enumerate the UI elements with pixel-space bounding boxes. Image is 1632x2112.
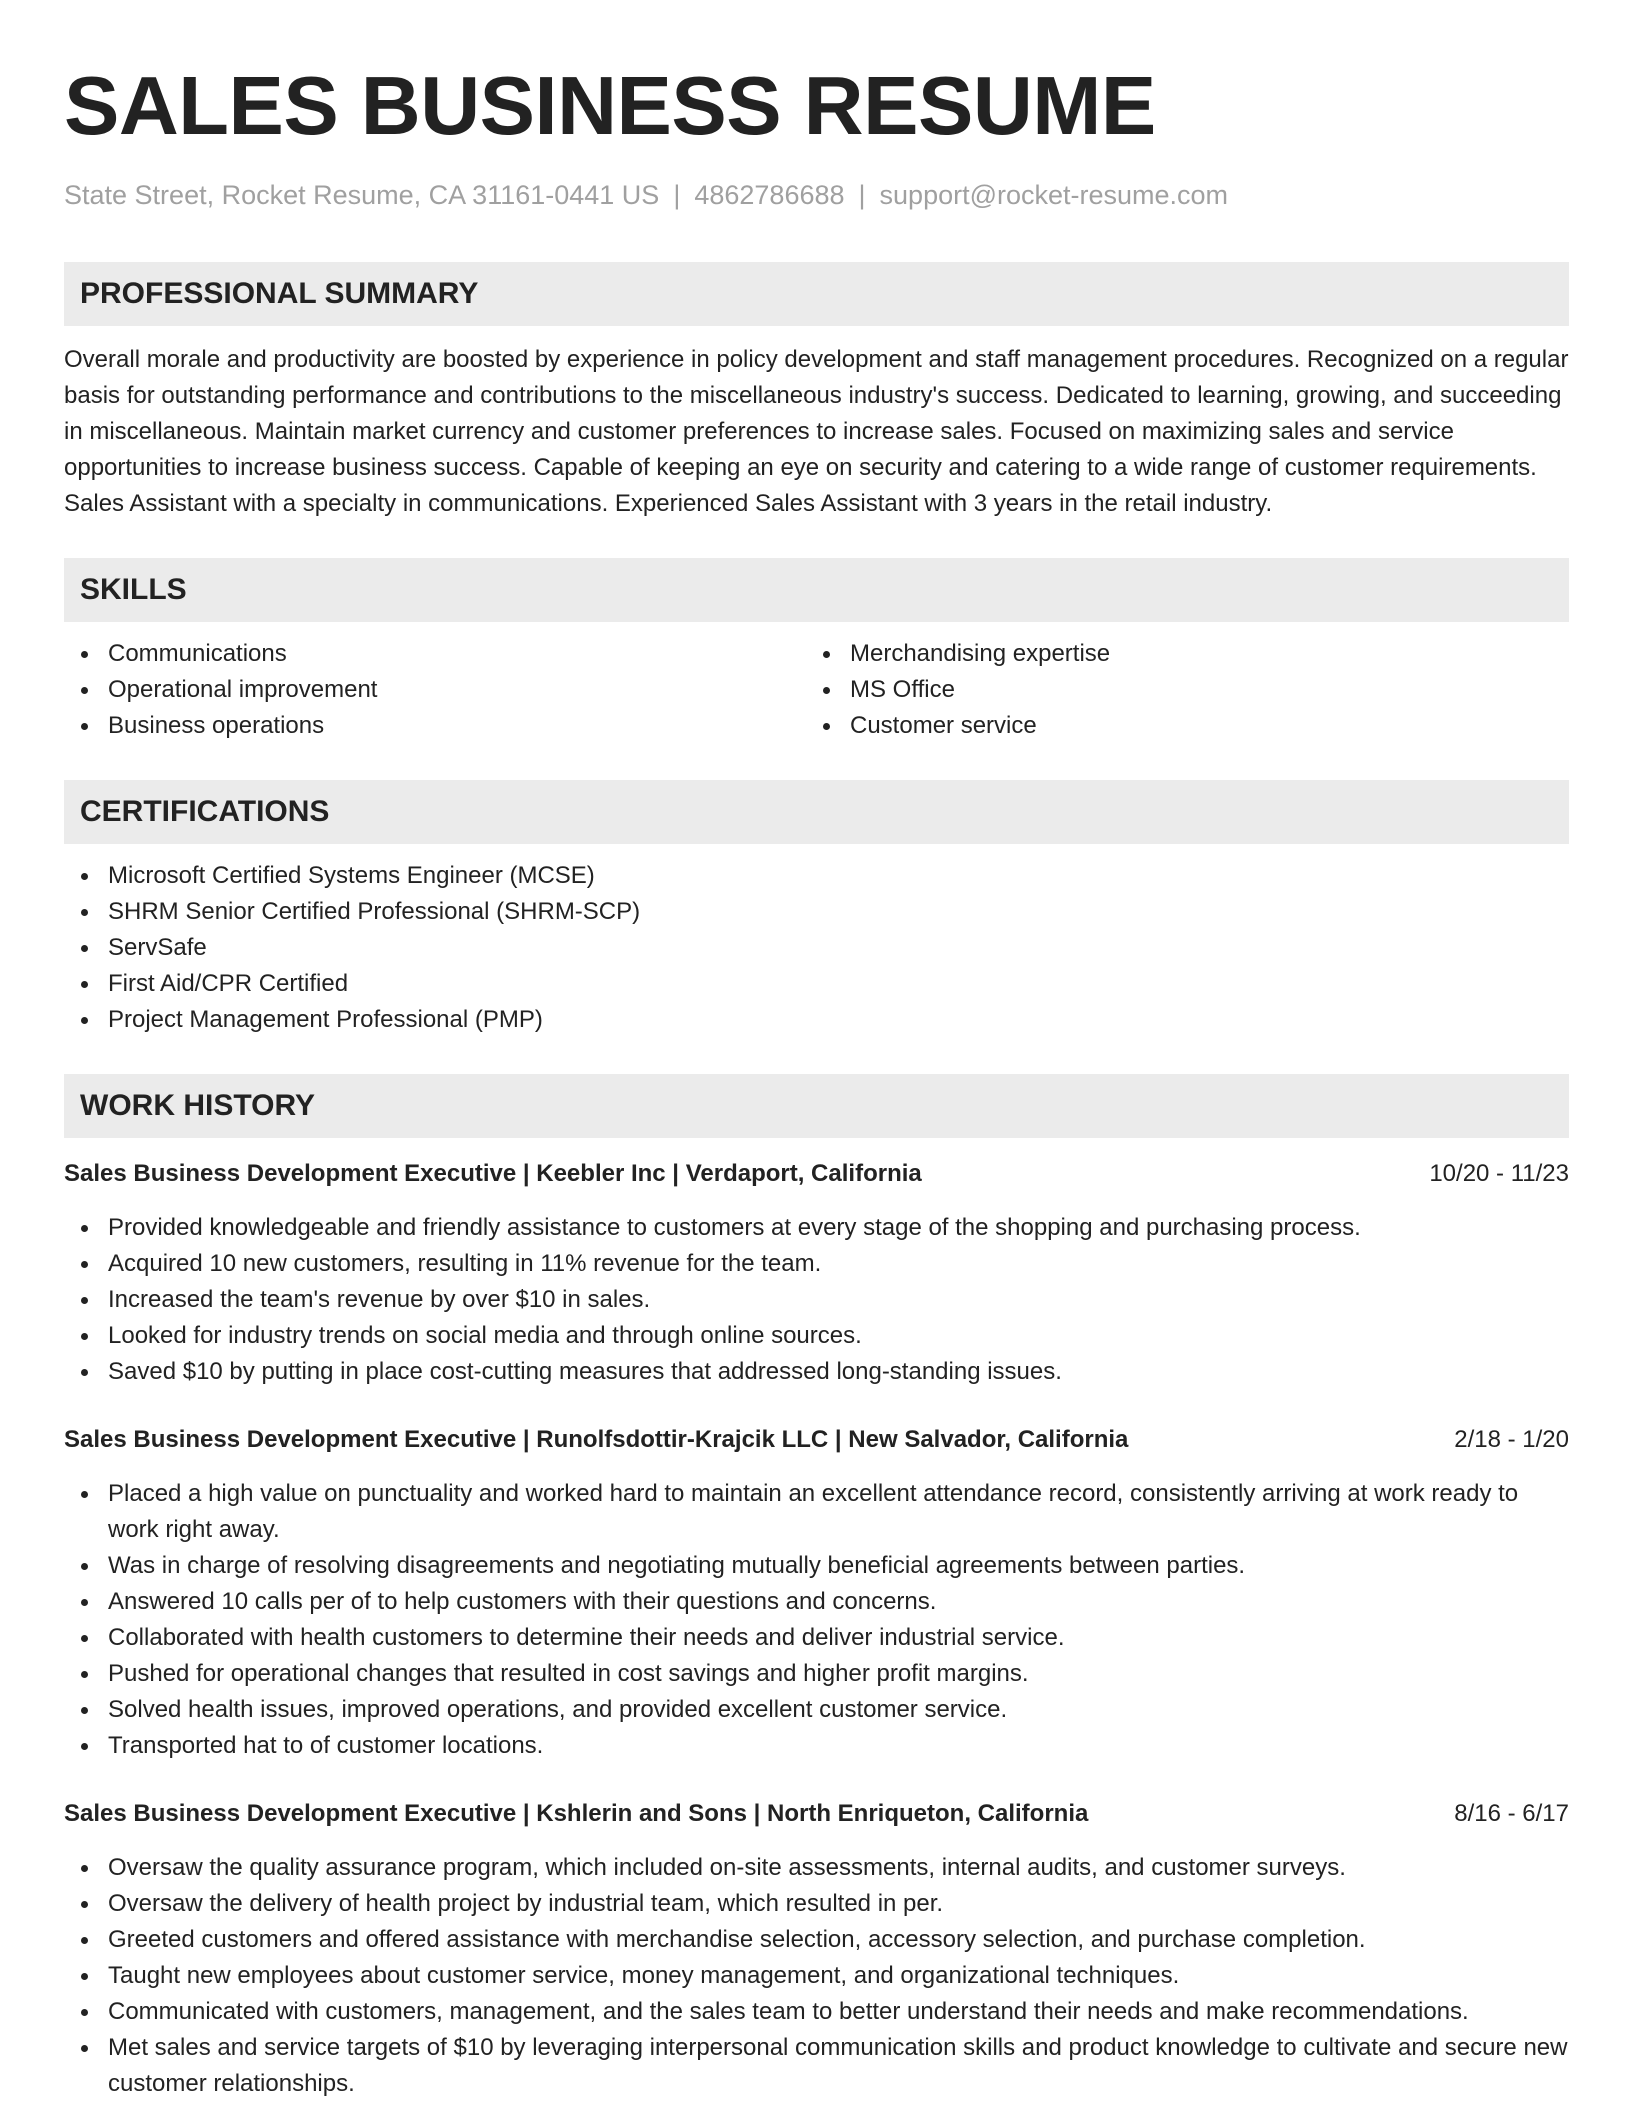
- job-bullet: Collaborated with health customers to determine their needs and deliver industrial service.: [64, 1620, 1569, 1656]
- skill-item: Business operations: [64, 708, 806, 744]
- certification-item: SHRM Senior Certified Professional (SHRM-SCP): [64, 894, 1569, 930]
- job-bullet: Increased the team's revenue by over $10 in sales.: [64, 1282, 1569, 1318]
- certifications-list: [64, 858, 1569, 1038]
- contact-separator: |: [858, 180, 866, 210]
- certifications-section-header: CERTIFICATIONS: [64, 780, 1569, 844]
- job-heading: Sales Business Development Executive | Kshlerin and Sons | North Enriqueton, California: [64, 1800, 1089, 1827]
- contact-address: State Street, Rocket Resume, CA 31161-0441 US: [64, 180, 660, 210]
- contact-separator: |: [673, 180, 681, 210]
- job-bullet: Provided knowledgeable and friendly assistance to customers at every stage of the shopping and purchasing process.: [64, 1210, 1569, 1246]
- job-bullet: Acquired 10 new customers, resulting in 11% revenue for the team.: [64, 1246, 1569, 1282]
- job-bullet: Communicated with customers, management, and the sales team to better understand their needs and make recommendations.: [64, 1994, 1569, 2030]
- job-bullet: Transported hat to of customer locations.: [64, 1728, 1569, 1764]
- certification-item: First Aid/CPR Certified: [64, 966, 1569, 1002]
- job-bullet: Met sales and service targets of $10 by leveraging interpersonal communication skills and product knowledge to cultivate and secure new customer relationships.: [64, 2030, 1569, 2102]
- job-header: [64, 1422, 1569, 1458]
- contact-email: support@rocket-resume.com: [879, 180, 1229, 210]
- contact-line: [64, 178, 1569, 212]
- job-header: [64, 1796, 1569, 1832]
- job-entry: [64, 1156, 1569, 1390]
- skills-column-left: [64, 636, 806, 744]
- job-heading: Sales Business Development Executive | Runolfsdottir-Krajcik LLC | New Salvador, California: [64, 1426, 1129, 1453]
- work-history-section-header: WORK HISTORY: [64, 1074, 1569, 1138]
- skill-item: Customer service: [806, 708, 1569, 744]
- job-bullet: Oversaw the quality assurance program, which included on-site assessments, internal audits, and customer surveys.: [64, 1850, 1569, 1886]
- job-bullet: Placed a high value on punctuality and worked hard to maintain an excellent attendance record, consistently arriving at work ready to work right away.: [64, 1476, 1569, 1548]
- certification-item: Project Management Professional (PMP): [64, 1002, 1569, 1038]
- summary-section-header: PROFESSIONAL SUMMARY: [64, 262, 1569, 326]
- job-bullets: [64, 1476, 1569, 1764]
- skills-section-header: SKILLS: [64, 558, 1569, 622]
- contact-phone: 4862786688: [694, 180, 845, 210]
- job-bullet: Pushed for operational changes that resulted in cost savings and higher profit margins.: [64, 1656, 1569, 1692]
- job-bullet: Looked for industry trends on social media and through online sources.: [64, 1318, 1569, 1354]
- job-bullet: Taught new employees about customer service, money management, and organizational techniques.: [64, 1958, 1569, 1994]
- summary-text: Overall morale and productivity are boosted by experience in policy development and staff management procedures. Recognized on a regular basis for outstanding performance and contributions to the miscellaneous industry's success. Dedicated to learning, growing, and succeeding in miscellaneous. Maintain market currency and customer preferences to increase sales. Focused on maximizing sales and service opportunities to increase business success. Capable of keeping an eye on security and catering to a wide range of customer requirements. Sales Assistant with a specialty in communications. Experienced Sales Assistant with 3 years in the retail industry.: [64, 346, 1569, 517]
- job-dates: 2/18 - 1/20: [1454, 1426, 1569, 1453]
- job-entry: [64, 1422, 1569, 1764]
- certification-item: Microsoft Certified Systems Engineer (MCSE): [64, 858, 1569, 894]
- job-bullet: Oversaw the delivery of health project by industrial team, which resulted in per.: [64, 1886, 1569, 1922]
- skills-grid: [64, 636, 1569, 744]
- job-heading: Sales Business Development Executive | Keebler Inc | Verdaport, California: [64, 1160, 922, 1187]
- job-dates: 8/16 - 6/17: [1454, 1800, 1569, 1827]
- skill-item: Operational improvement: [64, 672, 806, 708]
- job-dates: 10/20 - 11/23: [1429, 1160, 1569, 1187]
- job-bullets: [64, 1210, 1569, 1390]
- job-entry: [64, 1796, 1569, 2102]
- job-bullet: Solved health issues, improved operations, and provided excellent customer service.: [64, 1692, 1569, 1728]
- resume-name: SALES BUSINESS RESUME: [64, 59, 1156, 152]
- job-bullet: Was in charge of resolving disagreements and negotiating mutually beneficial agreements between parties.: [64, 1548, 1569, 1584]
- skill-item: MS Office: [806, 672, 1569, 708]
- certification-item: ServSafe: [64, 930, 1569, 966]
- skill-item: Communications: [64, 636, 806, 672]
- job-bullets: [64, 1850, 1569, 2102]
- job-bullet: Answered 10 calls per of to help customers with their questions and concerns.: [64, 1584, 1569, 1620]
- skills-column-right: [806, 636, 1569, 744]
- job-bullet: Saved $10 by putting in place cost-cutting measures that addressed long-standing issues.: [64, 1354, 1569, 1390]
- job-bullet: Greeted customers and offered assistance with merchandise selection, accessory selection, and purchase completion.: [64, 1922, 1569, 1958]
- skill-item: Merchandising expertise: [806, 636, 1569, 672]
- job-header: [64, 1156, 1569, 1192]
